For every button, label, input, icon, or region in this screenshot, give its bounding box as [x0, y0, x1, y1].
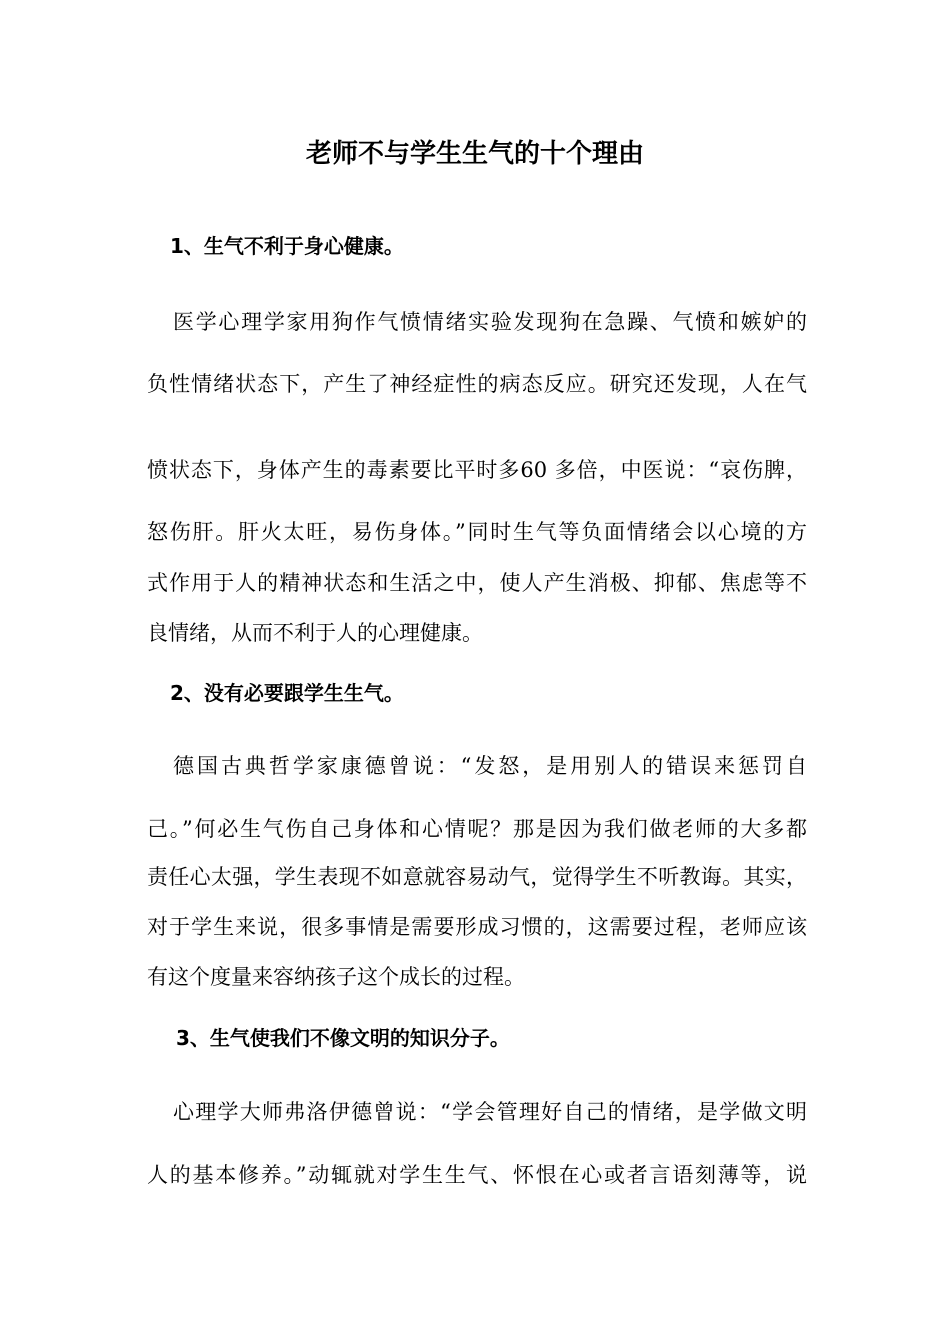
- paragraph-line: 良情绪，从而不利于人的心理健康。: [147, 621, 483, 645]
- paragraph-line: 心理学大师弗洛伊德曾说：“学会管理好自己的情绪，是学做文明: [173, 1100, 807, 1124]
- paragraph-line: 对于学生来说，很多事情是需要形成习惯的，这需要过程，老师应该: [147, 915, 807, 939]
- paragraph-line: 怒伤肝。肝火太旺，易伤身体。”同时生气等负面情绪会以心境的方: [147, 520, 807, 544]
- paragraph-line: 医学心理学家用狗作气愤情绪实验发现狗在急躁、气愤和嫉妒的: [173, 310, 807, 334]
- paragraph-line: 人的基本修养。”动辄就对学生生气、怀恨在心或者言语刻薄等，说: [147, 1163, 807, 1187]
- paragraph-line: 德国古典哲学家康德曾说：“发怒，是用别人的错误来惩罚自: [173, 754, 807, 778]
- section-2-heading: 2、没有必要跟学生生气。: [170, 681, 404, 705]
- section-3-heading: 3、生气使我们不像文明的知识分子。: [176, 1026, 510, 1050]
- paragraph-line: 有这个度量来容纳孩子这个成长的过程。: [147, 965, 525, 989]
- paragraph-line: 愤状态下，身体产生的毒素要比平时多60 多倍，中医说：“哀伤脾，: [147, 458, 807, 482]
- section-1-heading: 1、生气不利于身心健康。: [170, 234, 404, 258]
- paragraph-line: 式作用于人的精神状态和生活之中，使人产生消极、抑郁、焦虑等不: [147, 571, 807, 595]
- paragraph-line: 负性情绪状态下，产生了神经症性的病态反应。研究还发现，人在气: [147, 372, 807, 396]
- paragraph-line: 责任心太强，学生表现不如意就容易动气，觉得学生不听教诲。其实，: [147, 865, 807, 889]
- paragraph-line: 己。”何必生气伤自己身体和心情呢？那是因为我们做老师的大多都: [147, 817, 807, 841]
- document-title: 老师不与学生生气的十个理由: [305, 139, 644, 169]
